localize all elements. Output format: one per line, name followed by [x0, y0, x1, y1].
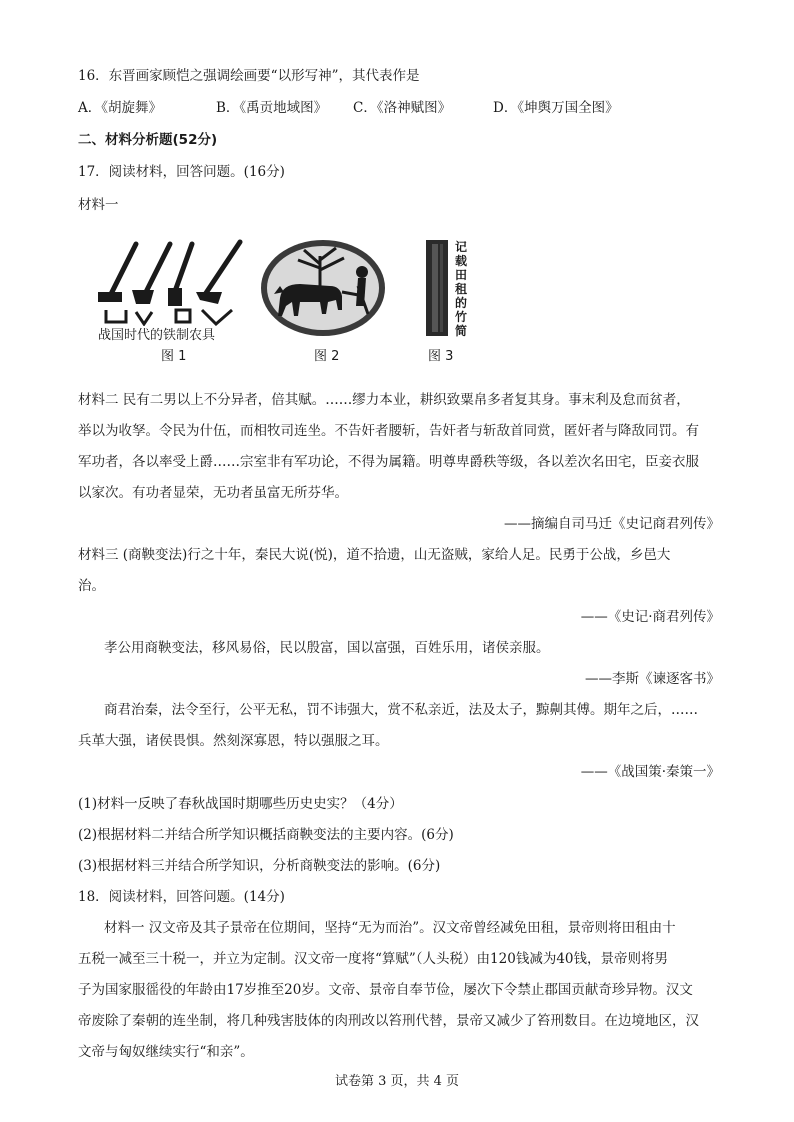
q17-material2-line: 以家次。有功者显荣，无功者虽富无所芬华。 [78, 485, 348, 501]
q17-stem: 17．阅读材料，回答问题。(16分) [78, 164, 285, 180]
q17-material3-para3-line: 兵革大强，诸侯畏惧。然刻深寡恩，特以强服之耳。 [78, 733, 389, 749]
q17-material3-source1: ——《史记·商君列传》 [580, 609, 720, 625]
q16-option-b: B．《禹贡地域图》 [216, 100, 328, 116]
q17-subquestion-3: (3)根据材料三并结合所学知识，分析商鞅变法的影响。(6分) [78, 858, 441, 874]
q17-material2-line: 举以为收孥。令民为什伍，而相牧司连坐。不告奸者腰斩，告奸者与斩敌首同赏，匿奸者与降敌同罚。有 [78, 423, 699, 439]
figure3-label: 图 3 [428, 349, 454, 364]
q18-material1-line: 材料一 汉文帝及其子景帝在位期间，坚持“无为而治”。汉文帝曾经减免田租，景帝则将田租由十 [104, 920, 676, 936]
figure1-label: 图 1 [161, 349, 187, 364]
q18-material1-line: 文帝与匈奴继续实行“和亲”。 [78, 1044, 254, 1060]
q16-option-a: A．《胡旋舞》 [78, 100, 162, 116]
q16-stem: 16．东晋画家顾恺之强调绘画要“以形写神”，其代表作是 [78, 68, 420, 84]
q17-material1-label: 材料一 [78, 197, 119, 213]
q18-stem: 18．阅读材料，回答问题。(14分) [78, 889, 285, 905]
q17-subquestion-1: (1)材料一反映了春秋战国时期哪些历史史实？（4分） [78, 796, 403, 812]
q17-material2-line: 材料二 民有二男以上不分异者，倍其赋。……缪力本业，耕织致粟帛多者复其身。事末利及怠而贫者， [78, 392, 690, 408]
q17-material3-source2: ——李斯《谏逐客书》 [585, 671, 720, 687]
figure3-bamboo-slip-image [424, 240, 450, 336]
q17-material3-source3: ——《战国策·秦策一》 [580, 764, 720, 780]
q17-material3-line: 治。 [78, 578, 105, 594]
q17-subquestion-2: (2)根据材料二并结合所学知识概括商鞅变法的主要内容。(6分) [78, 827, 454, 843]
q17-material2-source: ——摘编自司马迁《史记商君列传》 [504, 516, 720, 532]
q18-material1-line: 帝废除了秦朝的连坐制，将几种残害肢体的肉刑改以笞刑代替，景帝又减少了笞刑数目。在边境地区，汉 [78, 1013, 699, 1029]
figure2-ox-plowing-image [258, 236, 388, 340]
q18-material1-line: 五税一减至三十税一，并立为定制。汉文帝一度将“算赋”（人头税）由120钱减为40钱，景帝则将男 [78, 951, 668, 967]
section2-heading: 二、材料分析题(52分) [78, 132, 218, 148]
page-footer: 试卷第 3 页，共 4 页 [334, 1074, 460, 1089]
q17-material3-line: 材料三 (商鞅变法)行之十年，秦民大说(悦)，道不拾遗，山无盗贼，家给人足。民勇于公战，乡邑大 [78, 547, 671, 563]
q18-material1-line: 子为国家服徭役的年龄由17岁推至20岁。文帝、景帝自奉节俭，屡次下令禁止郡国贡献奇珍异物。汉文 [78, 982, 693, 998]
q17-material3-para2: 孝公用商鞅变法，移风易俗，民以殷富，国以富强，百姓乐用，诸侯亲服。 [104, 640, 550, 656]
q17-material2-line: 军功者，各以率受上爵……宗室非有军功论，不得为属籍。明尊卑爵秩等级，各以差次名田宅，臣妾衣服 [78, 454, 699, 470]
figure1-caption: 战国时代的铁制农具 [98, 328, 216, 343]
q16-option-c: C．《洛神赋图》 [353, 100, 452, 116]
figure1-iron-tools-image [92, 236, 252, 326]
q17-material3-para3-line: 商君治秦，法令至行，公平无私，罚不讳强大，赏不私亲近，法及太子，黥劓其傅。期年之后，…… [104, 702, 698, 718]
q16-option-d: D．《坤舆万国全图》 [493, 100, 619, 116]
figure2-label: 图 2 [314, 349, 340, 364]
figure3-vertical-caption: 记载田租的竹简 [455, 240, 468, 338]
